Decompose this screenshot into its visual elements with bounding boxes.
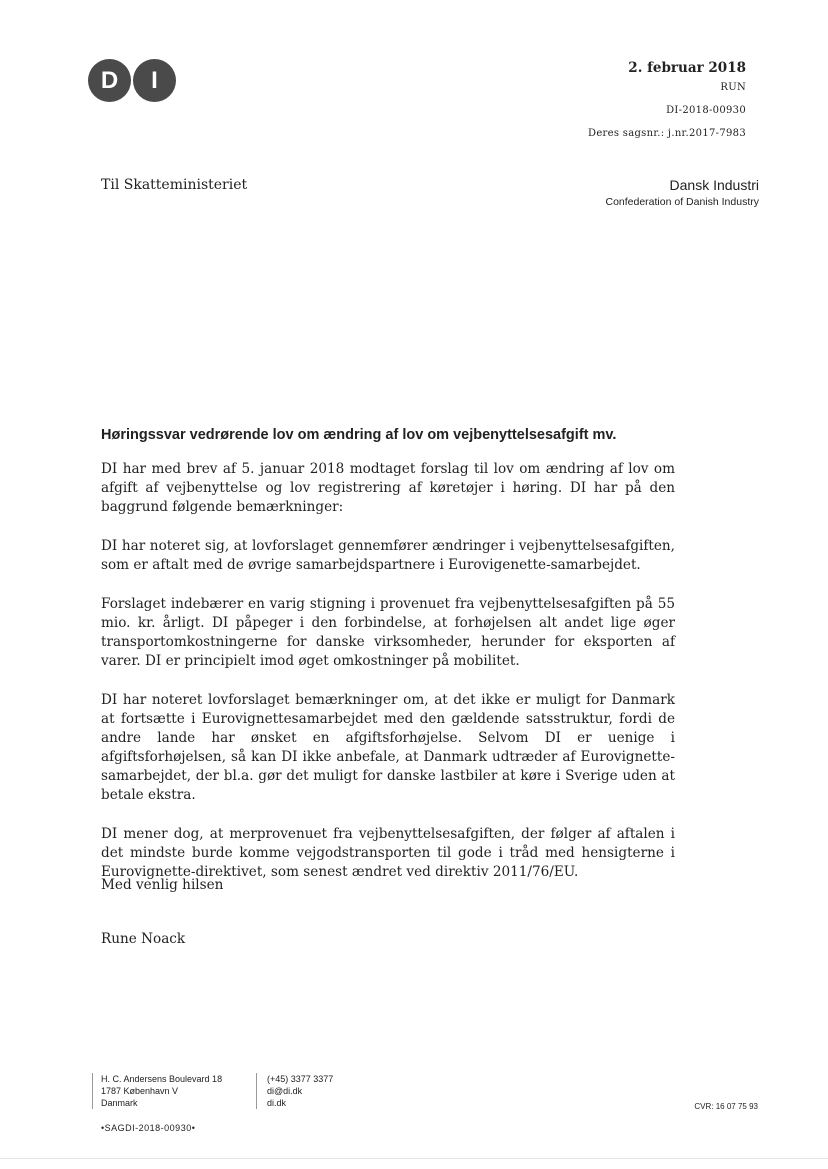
letter-body (101, 460, 675, 902)
footer-address (101, 1073, 222, 1109)
address-line: 1787 København V (101, 1086, 179, 1096)
website: di.dk (267, 1098, 287, 1108)
author-initials: RUN (720, 82, 746, 93)
letter-date: 2. februar 2018 (628, 60, 746, 76)
recipient: Til Skatteministeriet (101, 177, 248, 193)
page-edge (0, 1158, 828, 1159)
body-paragraph: DI har noteret lovforslaget bemærkninger om, at det ikke er muligt for Danmark at fortsætte i Eurovignettesamarbejdet med den gældende satsstruktur, fordi de andre lande har ønsket en afgiftsforhøjelse. Selvom DI er uenige i afgiftsforhøjelsen, så kan DI ikke anbefale, at Danmark udtræder af Eurovignette-samarbejdet, der bl.a. gør det muligt for danske lastbiler at køre i Sverige uden at betale ekstra. (101, 692, 675, 803)
sender-block (605, 177, 759, 208)
footer-divider (92, 1073, 93, 1109)
body-paragraph: DI har med brev af 5. januar 2018 modtaget forslag til lov om ændring af lov om afgift af vejbenyttelse og lov registrering af køretøjer i høring. DI har på den baggrund følgende bemærkninger: (101, 461, 675, 515)
phone-number: (+45) 3377 3377 (267, 1074, 334, 1084)
closing: Med venlig hilsen (101, 877, 224, 893)
case-number: DI-2018-00930 (666, 105, 746, 116)
sender-subtitle: Confederation of Danish Industry (605, 196, 759, 208)
logo-letter-i: I (133, 59, 176, 102)
cvr-number: CVR: 16 07 75 93 (694, 1102, 758, 1111)
signer-name: Rune Noack (101, 931, 186, 947)
letter-subject: Høringssvar vedrørende lov om ændring af lov om vejbenyttelsesafgift mv. (101, 427, 617, 443)
sender-name: Dansk Industri (669, 177, 759, 193)
footer-contact (256, 1073, 333, 1109)
body-paragraph: DI har noteret sig, at lovforslaget gennemfører ændringer i vejbenyttelsesafgiften, som er aftalt med de øvrige samarbejdspartnere i Eurovigenette-samarbejdet. (101, 538, 675, 573)
logo-letter-d: D (88, 59, 131, 102)
letter-meta (588, 60, 746, 145)
di-logo (88, 59, 176, 102)
your-reference: Deres sagsnr.: j.nr.2017-7983 (588, 128, 746, 139)
email-address: di@di.dk (267, 1086, 303, 1096)
address-line: Danmark (101, 1098, 138, 1108)
body-paragraph: Forslaget indebærer en varig stigning i provenuet fra vejbenyttelsesafgiften på 55 mio. kr. årligt. DI påpeger i den forbindelse, at forhøjelsen alt andet lige øger transportomkostningerne for danske virksomheder, herunder for eksporten af varer. DI er principielt imod øget omkostninger på mobilitet. (101, 596, 675, 669)
body-paragraph: DI mener dog, at merprovenuet fra vejbenyttelsesafgiften, der følger af aftalen i det mindste burde komme vejgodstransporten til gode i tråd med hensigterne i Eurovignette-direktivet, som senest ændret ved direktiv 2011/76/EU. (101, 826, 675, 880)
address-line: H. C. Andersens Boulevard 18 (101, 1074, 223, 1084)
document-reference: •SAGDI-2018-00930• (101, 1123, 196, 1133)
